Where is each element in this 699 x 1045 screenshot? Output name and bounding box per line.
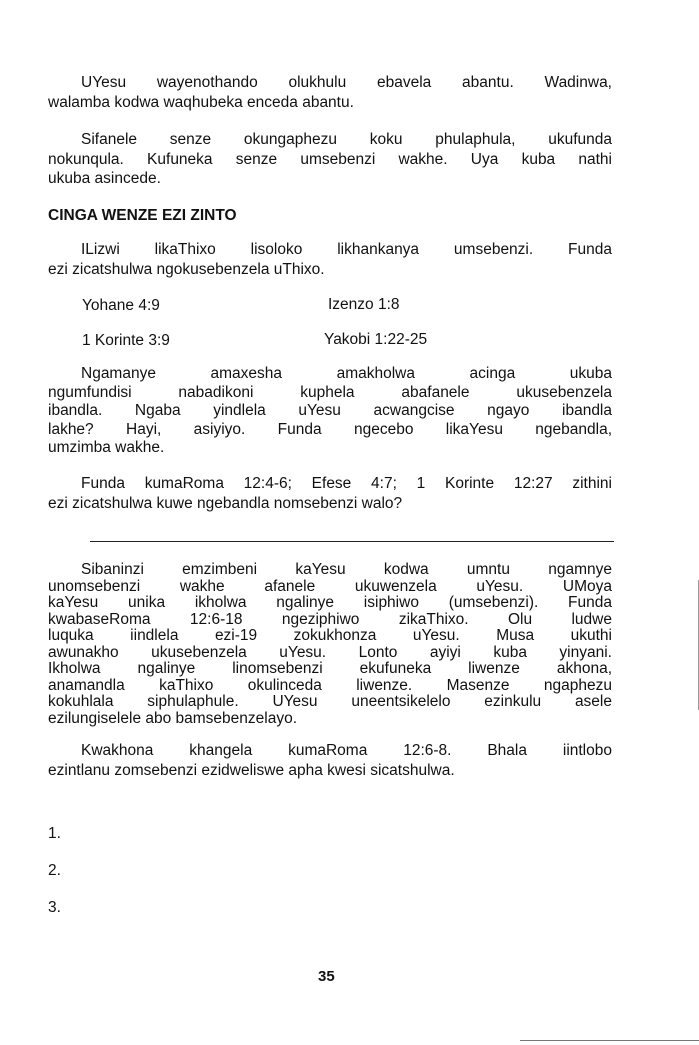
text-line: kokuhlala siphulaphule. UYesu uneentsikelelo ezinkulu asele <box>48 693 612 710</box>
answer-item-3: 3. <box>48 899 61 916</box>
reference: 1 Korinte 3:9 <box>82 332 170 349</box>
text-line: Sibaninzi emzimbeni kaYesu kodwa umntu ngamnye <box>81 561 612 578</box>
paragraph-4 <box>48 365 612 458</box>
text-line: walamba kodwa waqhubeka enceda abantu. <box>48 93 354 111</box>
text-line: Kwakhona khangela kumaRoma 12:6-8. Bhala iintlobo <box>81 742 612 759</box>
reference: Izenzo 1:8 <box>328 296 400 313</box>
text-line: Sifanele senze okungaphezu koku phulaphula, ukufunda <box>81 131 612 148</box>
section-heading: CINGA WENZE EZI ZINTO <box>48 207 237 224</box>
paragraph-6 <box>48 562 612 727</box>
answer-line <box>90 541 614 542</box>
text-line: Ngamanye amaxesha amakholwa acinga ukuba <box>81 365 612 382</box>
text-line: Funda kumaRoma 12:4-6; Efese 4:7; 1 Korinte 12:27 zithini <box>81 475 612 492</box>
reference: Yakobi 1:22-25 <box>324 331 428 348</box>
text-line: anamandla kaThixo okulinceda liwenze. Masenze ngaphezu <box>48 676 612 694</box>
text-line: ezi zicatshulwa ngokusebenzela uThixo. <box>48 260 325 278</box>
paragraph-3 <box>48 240 612 279</box>
text-line: awunakho ukusebenzela uYesu. Lonto ayiyi kuba yinyani. <box>48 643 612 661</box>
text-line: ezintlanu zomsebenzi ezidweliswe apha kwesi sicatshulwa. <box>48 761 455 779</box>
answer-item-1: 1. <box>48 825 61 842</box>
paragraph-7 <box>48 741 612 780</box>
text-line: ukuba asincede. <box>48 170 161 187</box>
paragraph-5 <box>48 474 612 513</box>
text-line: ngumfundisi nabadikoni kuphela abafanele ukusebenzela <box>48 383 612 401</box>
text-line: kaYesu unika ikholwa ngalinye isiphiwo (umsebenzi). Funda <box>48 594 612 611</box>
reference: Yohane 4:9 <box>82 297 160 314</box>
text-line: ibandla. Ngaba yindlela uYesu acwangcise ngayo ibandla <box>48 402 612 419</box>
text-line: umzimba wakhe. <box>48 439 165 456</box>
text-line: ezilungiselele abo bamsebenzelayo. <box>48 709 298 727</box>
text-line: nokunqula. Kufuneka senze umsebenzi wakhe. Uya kuba nathi <box>48 150 612 168</box>
paragraph-1 <box>48 73 612 112</box>
answer-item-2: 2. <box>48 862 61 879</box>
text-line: ILizwi likaThixo lisoloko likhankanya umsebenzi. Funda <box>81 241 612 258</box>
paragraph-2 <box>48 130 612 189</box>
text-line: kwabaseRoma 12:6-18 ngeziphiwo zikaThixo. Olu ludwe <box>48 610 612 628</box>
text-line: lakhe? Hayi, asiyiyo. Funda ngecebo likaYesu ngebandla, <box>48 420 612 438</box>
page-number: 35 <box>318 968 335 985</box>
scan-edge-bottom <box>520 1040 699 1041</box>
text-line: ezi zicatshulwa kuwe ngebandla nomsebenzi walo? <box>48 494 403 512</box>
text-line: unomsebenzi wakhe afanele ukuwenzela uYesu. UMoya <box>48 577 612 595</box>
text-line: UYesu wayenothando olukhulu ebavela abantu. Wadinwa, <box>81 74 612 91</box>
text-line: Ikholwa ngalinye linomsebenzi ekufuneka liwenze akhona, <box>48 660 612 677</box>
text-line: luquka iindlela ezi-19 zokukhonza uYesu. Musa ukuthi <box>48 627 612 644</box>
